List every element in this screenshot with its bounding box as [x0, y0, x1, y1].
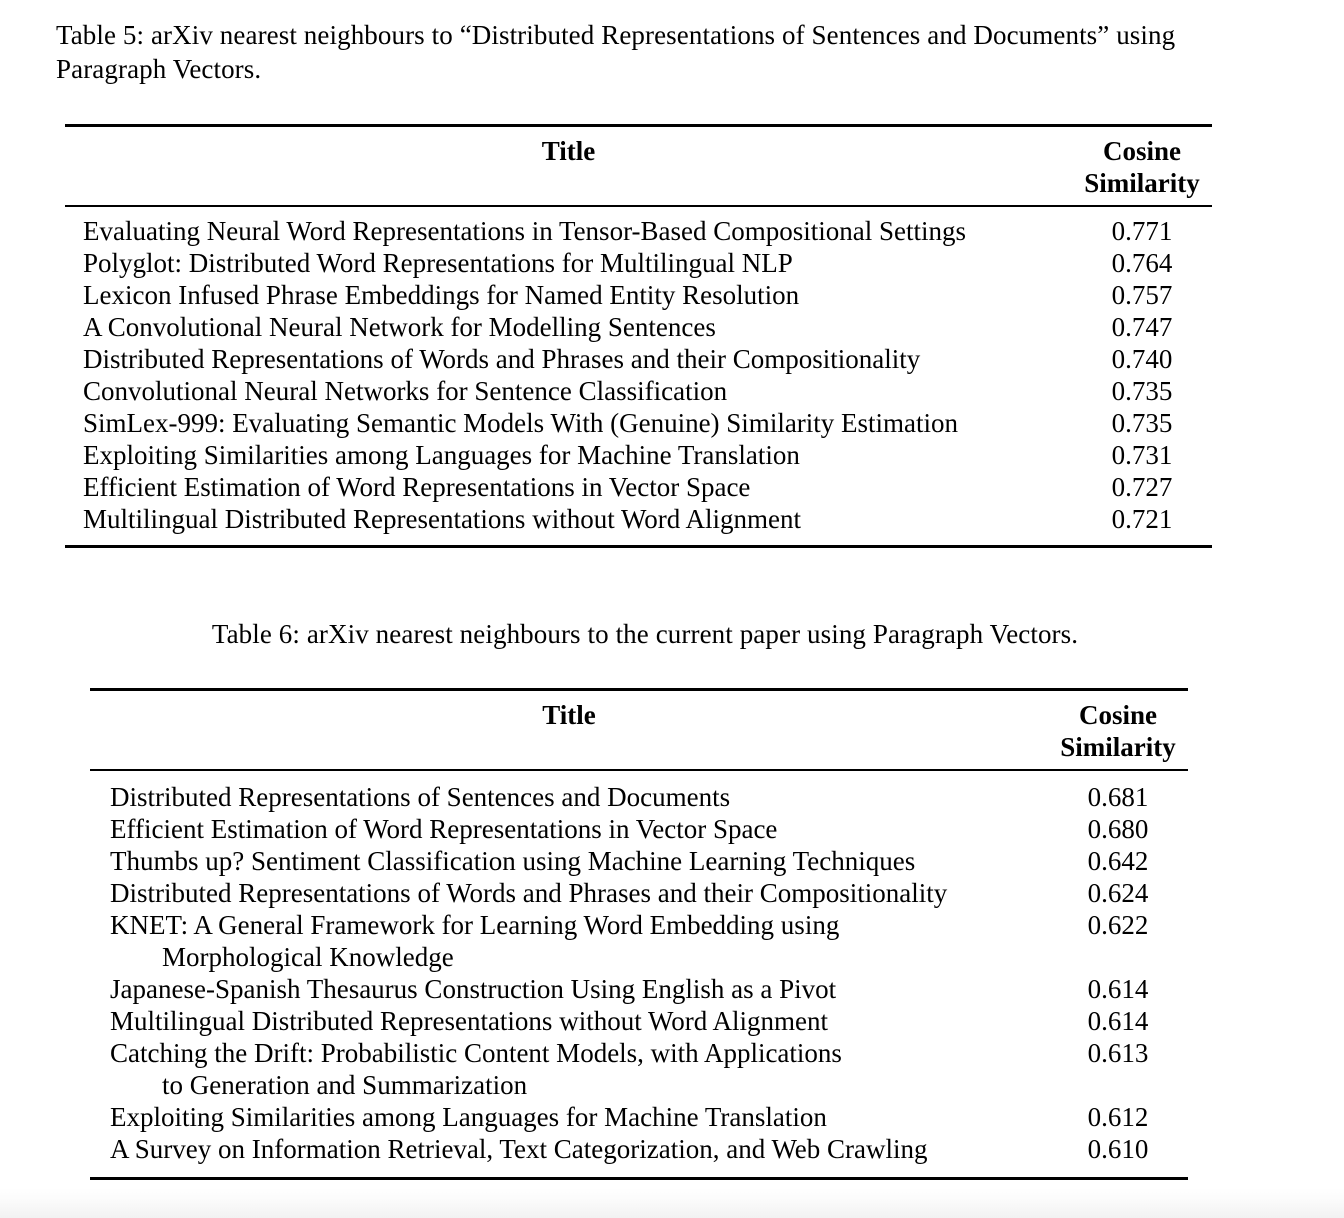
table5-header-row: [65, 127, 1212, 205]
table6-caption: Table 6: arXiv nearest neighbours to the current paper using Paragraph Vectors.: [211, 619, 1079, 649]
paper-title: Distributed Representations of Sentences and Documents: [110, 782, 731, 812]
row-title-cell: [90, 973, 1048, 1005]
paper-title-continuation: Morphological Knowledge: [162, 942, 454, 972]
table-row: [65, 343, 1212, 375]
paper-title: Multilingual Distributed Representations without Word Alignment: [83, 504, 802, 534]
table5-column-header-title: Title: [541, 136, 596, 166]
table-row: [90, 877, 1188, 909]
paper-title: Multilingual Distributed Representations without Word Alignment: [110, 1006, 829, 1036]
cosine-similarity-value: 0.642: [1087, 846, 1149, 876]
cosine-similarity-value: 0.740: [1111, 344, 1173, 374]
paper-title: Thumbs up? Sentiment Classification using Machine Learning Techniques: [110, 846, 916, 876]
row-title-cell: [90, 1101, 1048, 1133]
row-title-cell: [90, 877, 1048, 909]
paper-title: Catching the Drift: Probabilistic Content Models, with Applications: [110, 1038, 842, 1068]
row-title-cell: [65, 439, 1072, 471]
row-title-cell: [90, 771, 1048, 813]
row-title-cell: [65, 503, 1072, 545]
paper-title: Convolutional Neural Networks for Sentence Classification: [83, 376, 728, 406]
table5-caption: Table 5: arXiv nearest neighbours to “Distributed Representations of Sentences and Documents” using Paragraph Vectors.: [56, 20, 1176, 84]
table-row: [90, 1037, 1188, 1101]
table-row: [65, 311, 1212, 343]
table6-bottom-rule: [90, 1177, 1188, 1180]
table-row: [90, 813, 1188, 845]
paper-title: SimLex-999: Evaluating Semantic Models With (Genuine) Similarity Estimation: [83, 408, 959, 438]
row-title-cell: [65, 407, 1072, 439]
row-title-cell: [65, 247, 1072, 279]
table-row: [65, 503, 1212, 545]
cosine-similarity-value: 0.612: [1087, 1102, 1149, 1132]
cosine-similarity-value: 0.614: [1087, 974, 1149, 1004]
cosine-similarity-value: 0.622: [1087, 910, 1149, 940]
cosine-similarity-value: 0.735: [1111, 376, 1173, 406]
table5-column-header-similarity: Similarity: [1084, 168, 1200, 198]
table6-column-header-cosine-similarity: [1048, 691, 1188, 769]
paper-title: KNET: A General Framework for Learning Word Embedding using: [110, 910, 840, 940]
cosine-similarity-value: 0.681: [1087, 782, 1149, 812]
cosine-similarity-value: 0.764: [1111, 248, 1173, 278]
table6-header: [90, 691, 1188, 769]
paper-title: Efficient Estimation of Word Representations in Vector Space: [83, 472, 751, 502]
row-title-cell: [90, 1037, 1048, 1101]
table-row: [65, 407, 1212, 439]
row-title-cell: [65, 279, 1072, 311]
paper-title: A Convolutional Neural Network for Modelling Sentences: [83, 312, 716, 342]
table-row: [65, 207, 1212, 247]
cosine-similarity-value: 0.613: [1087, 1038, 1149, 1068]
paper-title: A Survey on Information Retrieval, Text Categorization, and Web Crawling: [110, 1134, 928, 1164]
table5-column-header-cosine-similarity: [1072, 127, 1212, 205]
row-title-cell: [65, 375, 1072, 407]
table5-column-header-cosine: Cosine: [1102, 136, 1181, 166]
row-title-cell: [90, 1133, 1048, 1177]
cosine-similarity-value: 0.771: [1111, 216, 1173, 246]
cosine-similarity-value: 0.614: [1087, 1006, 1149, 1036]
cosine-similarity-value: 0.680: [1087, 814, 1149, 844]
table-row: [65, 471, 1212, 503]
cosine-similarity-value: 0.610: [1087, 1134, 1149, 1164]
table6-column-header-title: Title: [542, 700, 596, 730]
paper-title: Japanese-Spanish Thesaurus Construction Using English as a Pivot: [110, 974, 837, 1004]
cosine-similarity-value: 0.757: [1111, 280, 1173, 310]
table5-bottom-rule: [65, 545, 1212, 548]
cosine-similarity-value: 0.721: [1111, 504, 1173, 534]
table5-grid: [65, 127, 1212, 205]
row-title-cell: [90, 845, 1048, 877]
table-row: [90, 909, 1188, 973]
row-title-cell: [65, 207, 1072, 247]
cosine-similarity-value: 0.735: [1111, 408, 1173, 438]
row-title-cell: [90, 1005, 1048, 1037]
paper-title: Distributed Representations of Words and Phrases and their Compositionality: [83, 344, 921, 374]
paper-title: Efficient Estimation of Word Representations in Vector Space: [110, 814, 778, 844]
table-row: [90, 1101, 1188, 1133]
table6-grid: [90, 691, 1188, 769]
table-row: [65, 439, 1212, 471]
paper-title: Distributed Representations of Words and Phrases and their Compositionality: [110, 878, 948, 908]
row-title-cell: [65, 311, 1072, 343]
page-bottom-fade: [0, 1188, 1344, 1218]
paper-title: Polyglot: Distributed Word Representations for Multilingual NLP: [83, 248, 793, 278]
row-title-cell: [90, 813, 1048, 845]
table-row: [90, 973, 1188, 1005]
table6-body-grid: [90, 771, 1188, 1177]
row-title-cell: [65, 343, 1072, 375]
paper-title: Exploiting Similarities among Languages for Machine Translation: [83, 440, 800, 470]
paper-title: Exploiting Similarities among Languages for Machine Translation: [110, 1102, 827, 1132]
cosine-similarity-value: 0.731: [1111, 440, 1173, 470]
table6-header-row: [90, 691, 1188, 769]
table6-body: [90, 771, 1188, 1177]
cosine-similarity-value: 0.624: [1087, 878, 1149, 908]
table-row: [90, 771, 1188, 813]
table5: [65, 124, 1212, 548]
table-row: [65, 247, 1212, 279]
table6-column-header-similarity: Similarity: [1060, 732, 1176, 762]
row-title-cell: [65, 471, 1072, 503]
paper-title: Lexicon Infused Phrase Embeddings for Named Entity Resolution: [83, 280, 800, 310]
table5-body-grid: [65, 207, 1212, 545]
paper-title: Evaluating Neural Word Representations in Tensor-Based Compositional Settings: [83, 216, 967, 246]
table-row: [90, 1005, 1188, 1037]
table6-column-header-cosine: Cosine: [1078, 700, 1157, 730]
cosine-similarity-value: 0.747: [1111, 312, 1173, 342]
table5-header: [65, 127, 1212, 205]
paper-title-continuation: to Generation and Summarization: [162, 1070, 528, 1100]
table-row: [65, 279, 1212, 311]
table-row: [90, 845, 1188, 877]
cosine-similarity-value: 0.727: [1111, 472, 1173, 502]
table6: [90, 688, 1188, 1180]
table-row: [90, 1133, 1188, 1177]
table-row: [65, 375, 1212, 407]
table5-body: [65, 207, 1212, 545]
row-title-cell: [90, 909, 1048, 973]
